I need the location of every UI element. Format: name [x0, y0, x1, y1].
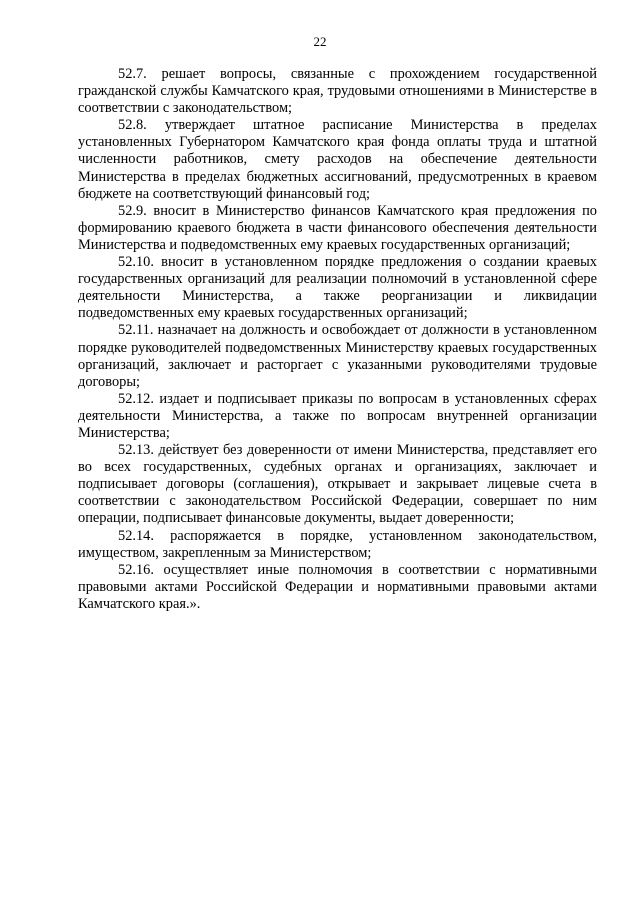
paragraph-52-16: 52.16. осуществляет иные полномочия в соответствии с нормативными правовыми актами Российской Федерации и нормативными правовыми актами Камчатского края.».	[78, 561, 597, 612]
paragraph-52-11: 52.11. назначает на должность и освобождает от должности в установленном порядке руководителей подведомственных Министерству краевых государственных организаций, заключает и расторгает с указанными руководителями трудовые договоры;	[78, 322, 597, 390]
page-number: 22	[313, 34, 327, 49]
document-body	[78, 66, 597, 613]
paragraph-52-12: 52.12. издает и подписывает приказы по вопросам в установленных сферах деятельности Министерства, а также по вопросам внутренней организации Министерства;	[78, 390, 597, 441]
paragraph-52-7: 52.7. решает вопросы, связанные с прохождением государственной гражданской службы Камчатского края, трудовыми отношениями в Министерстве в соответствии с законодательством;	[78, 66, 597, 117]
paragraph-52-13: 52.13. действует без доверенности от имени Министерства, представляет его во всех государственных, судебных органах и организациях, заключает и подписывает договоры (соглашения), открывает и закрывает лицевые счета в соответствии с законодательством Российской Федерации, совершает по ним операции, подписывает финансовые документы, выдает доверенности;	[78, 442, 597, 527]
paragraph-52-10: 52.10. вносит в установленном порядке предложения о создании краевых государственных организаций для реализации полномочий в установленной сфере деятельности Министерства, а также реорганизации и ликвидации подведомственных ему краевых государственных организаций;	[78, 254, 597, 322]
paragraph-52-9: 52.9. вносит в Министерство финансов Камчатского края предложения по формированию краевого бюджета в части финансового обеспечения деятельности Министерства и подведомственных ему краевых государственных организаций;	[78, 202, 597, 253]
paragraph-52-8: 52.8. утверждает штатное расписание Министерства в пределах установленных Губернатором Камчатского края фонда оплаты труда и штатной численности работников, смету расходов на обеспечение деятельности Министерства в пределах бюджетных ассигнований, предусмотренных в краевом бюджете на соответствующий финансовый год;	[78, 117, 597, 202]
paragraph-52-14: 52.14. распоряжается в порядке, установленном законодательством, имуществом, закрепленным за Министерством;	[78, 527, 597, 561]
